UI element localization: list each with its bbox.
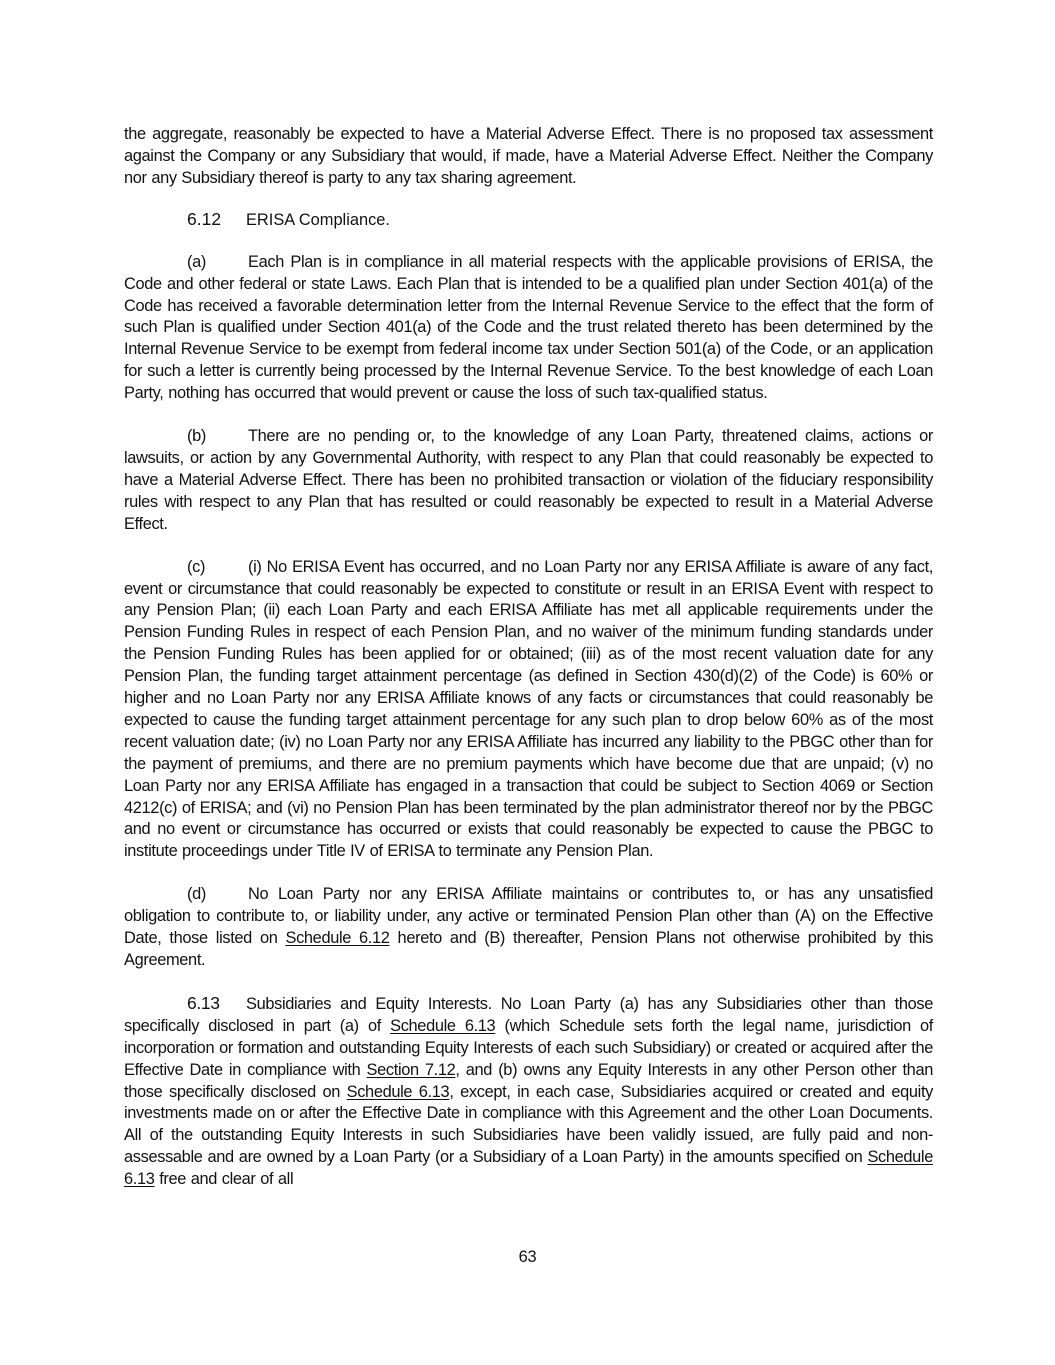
document-page (124, 124, 933, 1191)
clause-label: (a) (187, 252, 206, 271)
page-number: 63 (518, 1248, 537, 1266)
section-text: free and clear of all (154, 1170, 294, 1189)
section-text: , and (b) owns any Equity Interests in any other Person other than those specifically disclosed on (124, 1060, 933, 1101)
section-number: 6.12 (187, 208, 222, 229)
section-6-12-b (124, 426, 933, 536)
section-6-13 (124, 993, 933, 1191)
section-7-12-link[interactable]: Section 7.12 (366, 1060, 456, 1079)
schedule-6-12-link[interactable]: Schedule 6.12 (285, 929, 390, 948)
section-6-12-a (124, 252, 933, 405)
clause-text: hereto and (B) thereafter, Pension Plans not otherwise prohibited by this Agreement. (124, 929, 933, 969)
clause-text: There are no pending or, to the knowledge of any Loan Party, threatened claims, actions or lawsuits, or action by any Governmental Authority, with respect to any Plan that could reasonably be expected to have a Material Adverse Effect. There has been no prohibited transaction or violation of the fiduciary responsibility rules with respect to any Plan that has resulted or could reasonably be expected to result in a Material Adverse Effect. (124, 427, 933, 533)
schedule-6-13-link[interactable]: Schedule 6.13 (346, 1082, 450, 1101)
clause-label: (c) (187, 557, 206, 576)
intro-paragraph: the aggregate, reasonably be expected to have a Material Adverse Effect. There is no proposed tax assessment against the Company or any Subsidiary that would, if made, have a Material Adverse Effect. Neither the Company nor any Subsidiary thereof is party to any tax sharing agreement. (124, 125, 933, 187)
section-text: No Loan Party (a) has any Subsidiaries other than those specifically disclosed in part (a) of (124, 994, 934, 1035)
clause-label: (b) (187, 427, 206, 446)
clause-text: No Loan Party nor any ERISA Affiliate maintains or contributes to, or has any unsatisfied obligation to contribute to, or liability under, any active or terminated Pension Plan other than (A) on the Effective Date, those listed on (124, 885, 933, 948)
schedule-6-13-link[interactable]: Schedule 6.13 (390, 1016, 496, 1035)
section-6-12-d (124, 884, 933, 972)
clause-label: (d) (187, 885, 206, 904)
schedule-6-13-link[interactable]: Schedule 6.13 (124, 1148, 933, 1189)
clause-text: Each Plan is in compliance in all material respects with the applicable provisions of ERISA, the Code and other federal or state Laws. Each Plan that is intended to be a qualified plan under Section 401(a) of the Code has received a favorable determination letter from the Internal Revenue Service to the effect that the form of such Plan is qualified under Section 401(a) of the Code and the trust related thereto has been determined by the Internal Revenue Service to be exempt from federal income tax under Section 501(a) of the Code, or an application for such a letter is currently being processed by the Internal Revenue Service. To the best knowledge of each Loan Party, nothing has occurred that would prevent or cause the loss of such tax-qualified status. (124, 252, 933, 403)
section-6-12-heading (124, 208, 933, 231)
section-number: 6.13 (187, 992, 220, 1013)
clause-text: (i) No ERISA Event has occurred, and no Loan Party nor any ERISA Affiliate is aware of any fact, event or circumstance that could reasonably be expected to constitute or result in an ERISA Event with respect to any Pension Plan; (ii) each Loan Party and each ERISA Affiliate has met all applicable requirements under the Pension Funding Rules in respect of each Pension Plan, and no waiver of the minimum funding standards under the Pension Funding Rules has been applied for or obtained; (iii) as of the most recent valuation date for any Pension Plan, the funding target attainment percentage (as defined in Section 430(d)(2) of the Code) is 60% or higher and no Loan Party nor any ERISA Affiliate knows of any facts or circumstances that could reasonably be expected to cause the funding target attainment percentage for any such plan to drop below 60% as of the most recent valuation date; (iv) no Loan Party nor any ERISA Affiliate has incurred any liability to the PBGC other than for the payment of premiums, and there are no premium payments which have become due that are unpaid; (v) no Loan Party nor any ERISA Affiliate has engaged in a transaction that could be subject to Section 4069 or Section 4212(c) of ERISA; and (vi) no Pension Plan has been terminated by the plan administrator thereof nor by the PBGC and no event or circumstance has occurred or exists that could reasonably be expected to cause the PBGC to institute proceedings under Title IV of ERISA to terminate any Pension Plan. (124, 557, 933, 861)
section-text: (which Schedule sets forth the legal name, jurisdiction of incorporation or formation and outstanding Equity Interests of each such Subsidiary) or created or acquired after the Effective Date in compliance with (124, 1016, 933, 1079)
section-title: Subsidiaries and Equity Interests. (246, 994, 492, 1013)
section-title: ERISA Compliance. (246, 210, 390, 229)
section-text: , except, in each case, Subsidiaries acquired or created and equity investments made on or after the Effective Date in compliance with this Agreement and the other Loan Documents. All of the outstanding Equity Interests in such Subsidiaries have been validly issued, are fully paid and non-assessable and are owned by a Loan Party (or a Subsidiary of a Loan Party) in the amounts specified on (124, 1082, 933, 1167)
section-6-12-c (124, 557, 933, 864)
